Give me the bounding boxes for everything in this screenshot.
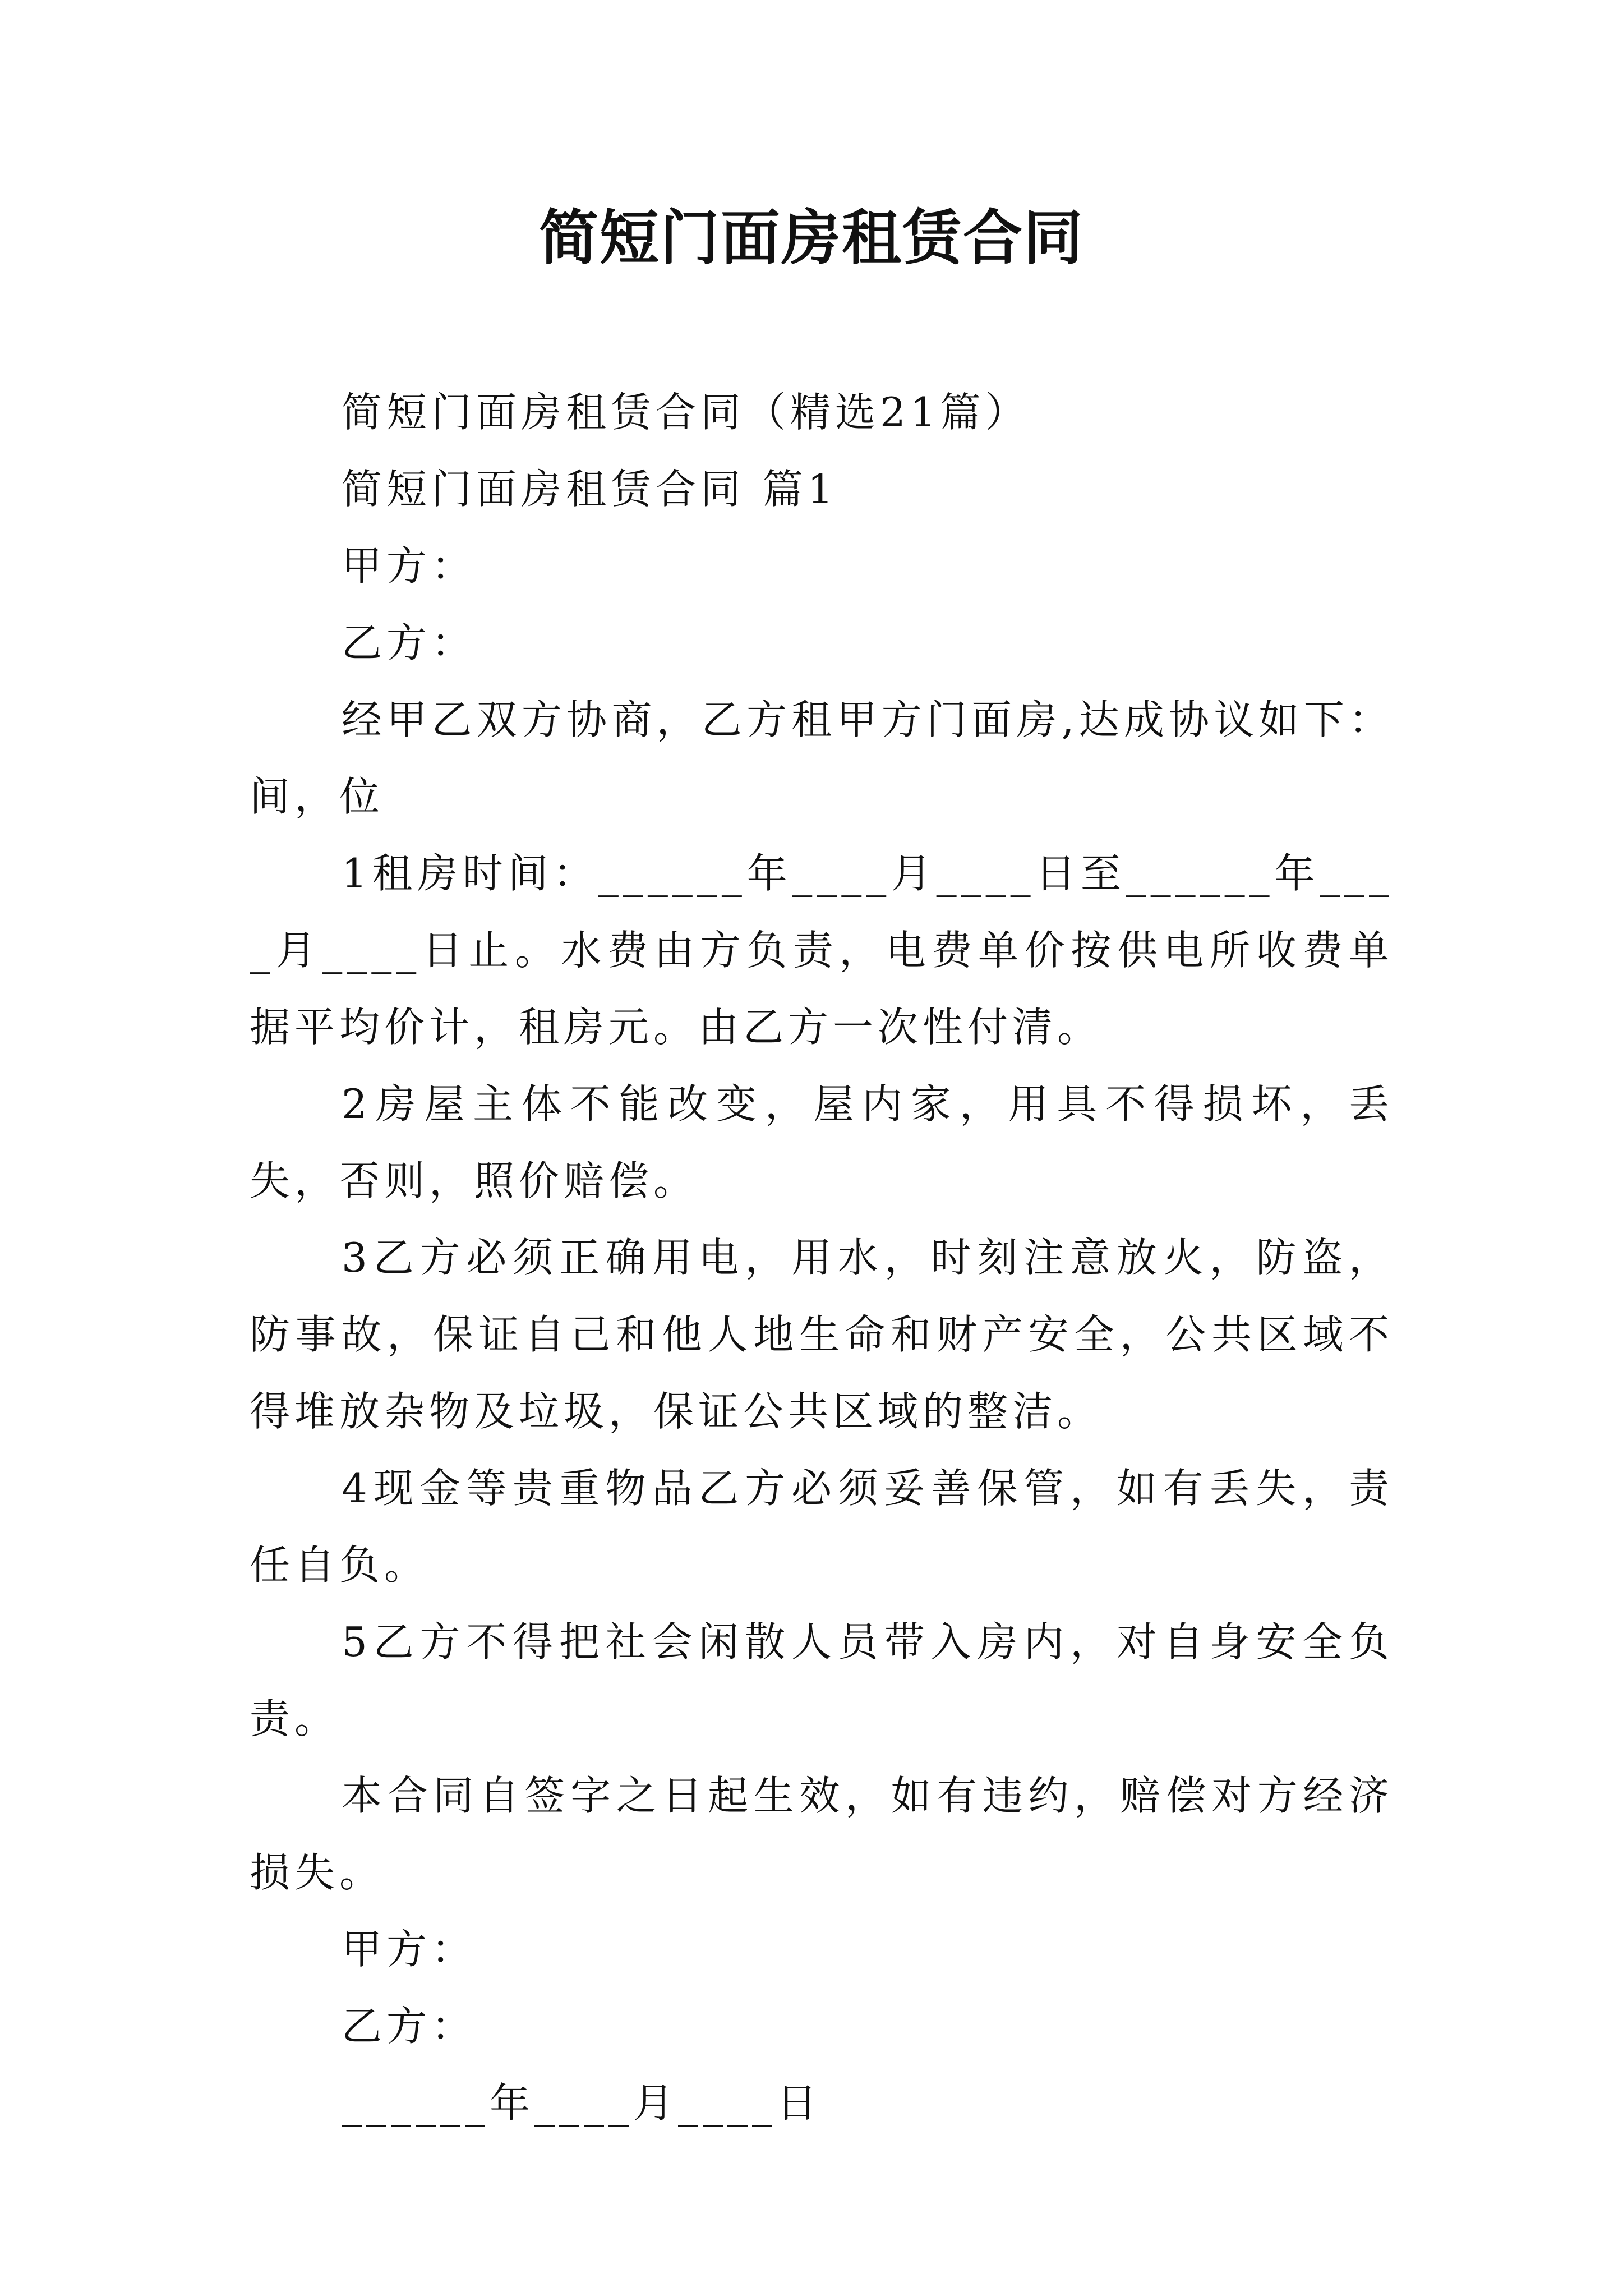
paragraph-clause-1: 1租房时间：______年____月____日至______年____月____日止。水费由方负责，电费单价按供电所收费单据平均价计，租房元。由乙方一次性付清。 — [250, 850, 1394, 1051]
paragraph-collection-heading: 简短门面房租赁合同（精选21篇） — [342, 389, 1030, 436]
paragraph-signature-party-b: 乙方： — [342, 2003, 477, 2050]
paragraph-clause-5: 5乙方不得把社会闲散人员带入房内，对自身安全负责。 — [250, 1618, 1394, 1742]
paragraph-agreement-intro: 经甲乙双方协商，乙方租甲方门面房,达成协议如下：间，位 — [250, 696, 1394, 820]
document-title: 简短门面房租赁合同 — [539, 204, 1084, 273]
paragraph-clause-2: 2房屋主体不能改变，屋内家，用具不得损坏，丢失，否则，照价赔偿。 — [250, 1080, 1394, 1204]
paragraph-clause-4: 4现金等贵重物品乙方必须妥善保管，如有丢失，责任自负。 — [250, 1465, 1394, 1589]
paragraph-effective-clause: 本合同自签字之日起生效，如有违约，赔偿对方经济损失。 — [250, 1772, 1394, 1896]
paragraph-clause-3: 3乙方必须正确用电，用水，时刻注意放火，防盗，防事故，保证自己和他人地生命和财产安全，公共区域不得堆放杂物及垃圾，保证公共区域的整洁。 — [250, 1234, 1394, 1435]
paragraph-party-a: 甲方： — [342, 542, 477, 590]
paragraph-signature-date: ______年____月____日 — [342, 2079, 822, 2127]
paragraph-party-b: 乙方： — [342, 619, 477, 666]
paragraph-signature-party-a: 甲方： — [342, 1926, 477, 1973]
paragraph-section-heading: 简短门面房租赁合同 篇1 — [342, 466, 838, 513]
document-body — [250, 374, 1394, 2142]
